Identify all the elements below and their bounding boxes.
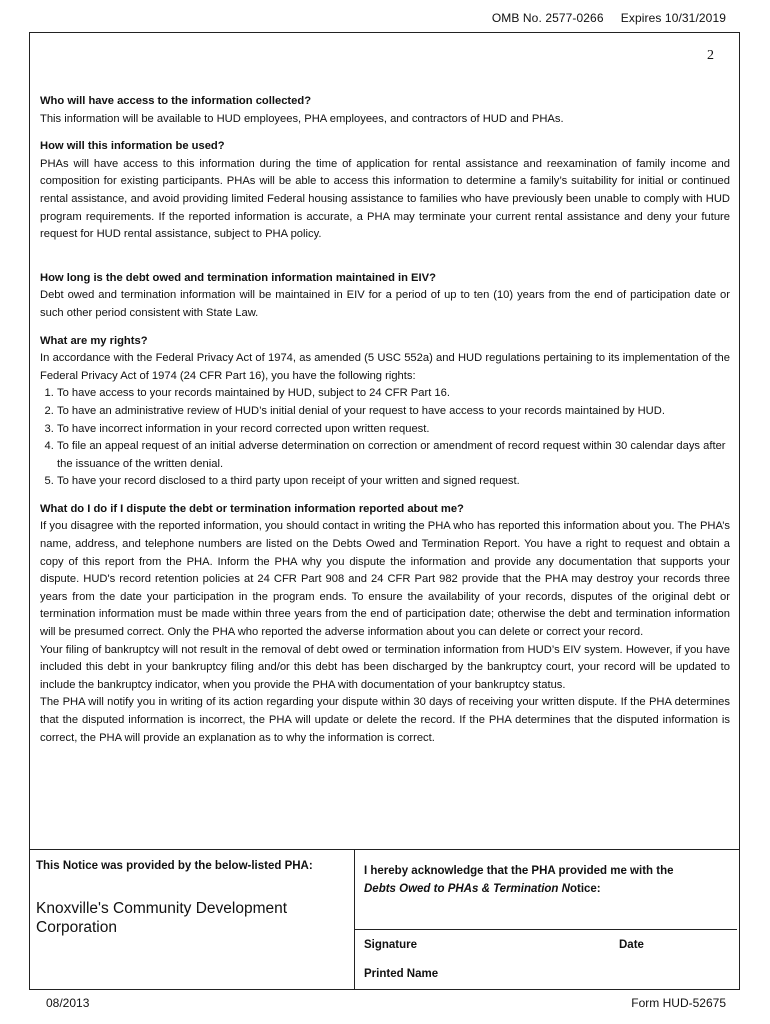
rights-item: 1. To have access to your records maintained by HUD, subject to 24 CFR Part 16.: [57, 385, 730, 403]
column-divider: [354, 849, 355, 990]
acknowledgment-line-1: I hereby acknowledge that the PHA provided me with the: [364, 865, 674, 877]
acknowledgment-text: [364, 862, 734, 898]
section-divider: [29, 849, 740, 850]
dispute-paragraph-2: Your filing of bankruptcy will not result in the removal of debt owed or termination information from HUD’s EIV system. However, if you have included this debt in your bankruptcy filing and/or this debt has been discharged by the bankruptcy court, your record will be updated to include the bankruptcy indicator, when you provide the PHA with documentation of your bankruptcy status.: [40, 643, 730, 691]
rights-item: 2. To have an administrative review of HUD’s initial denial of your request to have access to your records maintained by HUD.: [57, 403, 730, 421]
rights-item: 4. To file an appeal request of an initial adverse determination on correction or amendment of record request within 30 calendar days after the issuance of the written denial.: [57, 438, 730, 473]
rights-item: 5. To have your record disclosed to a third party upon receipt of your written and signed request.: [57, 473, 730, 491]
question-dispute: What do I do if I dispute the debt or termination information reported about me?: [40, 502, 464, 515]
footer-date: 08/2013: [46, 996, 90, 1010]
omb-number: OMB No. 2577-0266: [491, 11, 604, 25]
date-field[interactable]: Date: [619, 939, 644, 951]
notice-title: Debts Owed to PHAs & Termination N: [364, 883, 570, 895]
question-maintained: How long is the debt owed and termination information maintained in EIV?: [40, 271, 436, 284]
question-rights: What are my rights?: [40, 334, 148, 347]
answer-use: PHAs will have access to this information during the time of application for rental assistance and reexamination of family income and composition for existing participants. PHAs will be able to access this information to determine a family’s suitability for initial or continued rental assistance, and avoid providing limited Federal housing assistance to families who have previously been unable to comply with HUD program requirements. If the reported information is accurate, a PHA may terminate your current rental assistance and deny your future request for HUD rental assistance, subject to PHA policy.: [40, 157, 730, 241]
printed-name-field[interactable]: Printed Name: [364, 968, 439, 980]
answer-maintained: Debt owed and termination information will be maintained in EIV for a period of up to ten (10) years from the end of participation date or such other period consistent with State Law.: [40, 289, 730, 319]
dispute-paragraph-3: The PHA will notify you in writing of its action regarding your dispute within 30 days of receiving your written dispute. If the PHA determines that the disputed information is incorrect, the PHA will update or delete the record. If the PHA determines that the disputed information is correct, the PHA will provide an explanation as to why the information is correct.: [40, 696, 730, 744]
rights-list: [40, 385, 730, 491]
omb-header: [492, 11, 726, 25]
signature-field[interactable]: Signature: [364, 939, 418, 951]
rights-intro: In accordance with the Federal Privacy Act of 1974, as amended (5 USC 552a) and HUD regulations pertaining to its implementation of the Federal Privacy Act of 1974 (24 CFR Part 16), you have the following rights:: [40, 352, 730, 382]
acknowledgment-line-2: [364, 880, 734, 898]
dispute-paragraph-1: If you disagree with the reported information, you should contact in writing the PHA who has reported this information about you. The PHA’s name, address, and telephone numbers are listed on the Debts Owed and Termination Report. You have a right to request and obtain a copy of this report from the PHA. Inform the PHA why you dispute the information and provide any documentation that supports your dispute. HUD's record retention policies at 24 CFR Part 908 and 24 CFR Part 982 provide that the PHA may destroy your records three years from the date your participation in the program ends. To ensure the availability of your records, disputes of the original debt or termination information must be made within three years from the end of participation date; otherwise the debt and termination information will be presumed correct. Only the PHA who reported the adverse information about you can delete or correct your record.: [40, 520, 730, 639]
notice-title-rest: otice:: [569, 883, 601, 895]
form-number: Form HUD-52675: [631, 996, 726, 1010]
question-use: How will this information be used?: [40, 140, 225, 153]
form-body: [40, 93, 730, 747]
question-access: Who will have access to the information collected?: [40, 95, 312, 107]
page-number: 2: [707, 48, 714, 63]
pha-provider-label: This Notice was provided by the below-listed PHA:: [36, 860, 313, 872]
rights-item: 3. To have incorrect information in your record corrected upon written request.: [57, 421, 730, 439]
signature-divider: [354, 929, 737, 930]
expiration-date: Expires 10/31/2019: [620, 11, 726, 25]
answer-access: This information will be available to HUD employees, PHA employees, and contractors of HUD and PHAs.: [40, 112, 564, 125]
pha-name-field[interactable]: Knoxville's Community Development Corporation: [36, 900, 288, 936]
